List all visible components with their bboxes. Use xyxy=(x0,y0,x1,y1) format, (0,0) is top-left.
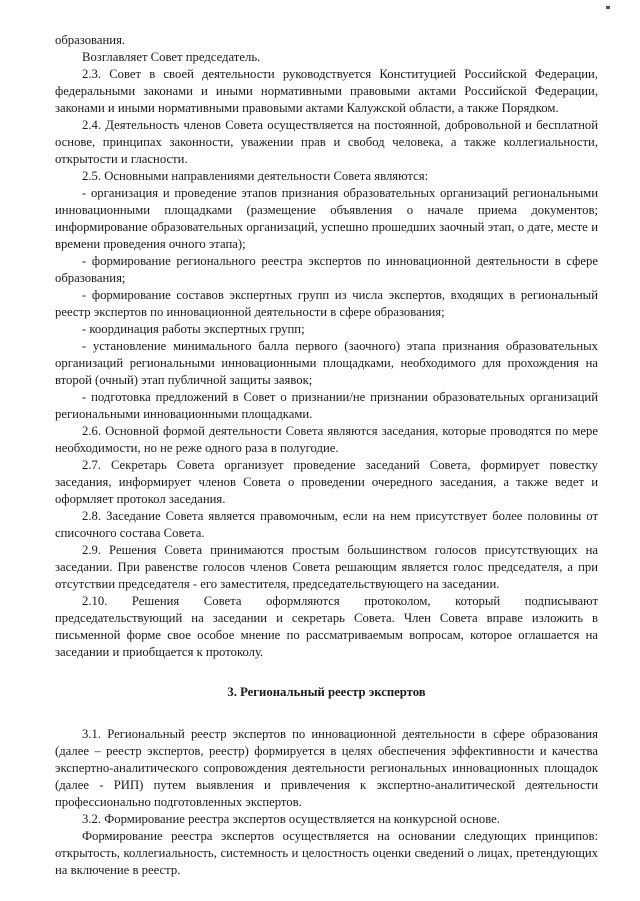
paragraph: Формирование реестра экспертов осуществляется на основании следующих принципов: открытость, коллегиальность, системность и целостность оценки сведений о лицах, претендующих на включение в реестр. xyxy=(55,829,598,877)
paragraph-2-3: 2.3. Совет в своей деятельности руководствуется Конституцией Российской Федерации, федеральными законами и иными нормативными правовыми актами Российской Федерации, законами и иными нормативными правовыми актами Калужской области, а также Порядком. xyxy=(55,67,598,115)
paragraph-2-7: 2.7. Секретарь Совета организует проведение заседаний Совета, формирует повестку заседания, информирует членов Совета о проведении очередного заседания, а также ведет и оформляет протокол заседания. xyxy=(55,458,598,506)
section-heading: 3. Региональный реестр экспертов xyxy=(227,685,426,699)
list-item: - координация работы экспертных групп; xyxy=(82,322,305,336)
paragraph-2-5: 2.5. Основными направлениями деятельности Совета являются: xyxy=(82,169,429,183)
list-item: - установление минимального балла первого (заочного) этапа признания образовательных организаций региональными инновационными площадками, необходимого для прохождения на второй (очный) этап публичной защиты заявок; xyxy=(55,339,598,387)
paragraph-2-6: 2.6. Основной формой деятельности Совета являются заседания, которые проводятся по мере необходимости, но не реже одного раза в полугодие. xyxy=(55,424,598,455)
paragraph-2-8: 2.8. Заседание Совета является правомочным, если на нем присутствует более половины от списочного состава Совета. xyxy=(55,509,598,540)
paragraph-2-4: 2.4. Деятельность членов Совета осуществляется на постоянной, добровольной и бесплатной основе, принципах законности, уважении прав и свобод человека, а также коллегиальности, открытости и гласности. xyxy=(55,118,598,166)
list-item: - организация и проведение этапов признания образовательных организаций региональными инновационными площадками (размещение объявления о начале приема документов; информирование образовательных организаций, успешно прошедших заочный этап, о дате, месте и времени проведения очного этапа); xyxy=(55,186,598,251)
paragraph: Возглавляет Совет председатель. xyxy=(82,50,261,64)
scan-mark xyxy=(606,6,610,9)
list-item: - формирование регионального реестра экспертов по инновационной деятельности в сфере образования; xyxy=(55,254,598,285)
list-item: - формирование составов экспертных групп из числа экспертов, входящих в региональный реестр экспертов по инновационной деятельности в сфере образования; xyxy=(55,288,598,319)
paragraph-2-10: 2.10. Решения Совета оформляются протоколом, который подписывают председательствующий на заседании и секретарь Совета. Член Совета вправе изложить в письменной форме свое особое мнение по рассматриваемым вопросам, которое оглашается на заседании и приобщается к протоколу. xyxy=(55,594,598,659)
list-item: - подготовка предложений в Совет о признании/не признании образовательных организаций региональными инновационными площадками. xyxy=(55,390,598,421)
document-body xyxy=(55,32,598,879)
paragraph: образования. xyxy=(55,33,126,47)
paragraph-2-9: 2.9. Решения Совета принимаются простым большинством голосов присутствующих на заседании. При равенстве голосов членов Совета решающим является голос председателя, а при отсутствии председателя - его заместителя, председательствующего на заседании. xyxy=(55,543,598,591)
paragraph-3-2: 3.2. Формирование реестра экспертов осуществляется на конкурсной основе. xyxy=(82,812,500,826)
paragraph-3-1: 3.1. Региональный реестр экспертов по инновационной деятельности в сфере образования (далее – реестр экспертов, реестр) формируется в целях обеспечения эффективности и качества экспертно-аналитического сопровождения деятельности региональных инновационных площадок (далее - РИП) путем выявления и привлечения к экспертно-аналитической деятельности профессионально подготовленных экспертов. xyxy=(55,727,598,809)
